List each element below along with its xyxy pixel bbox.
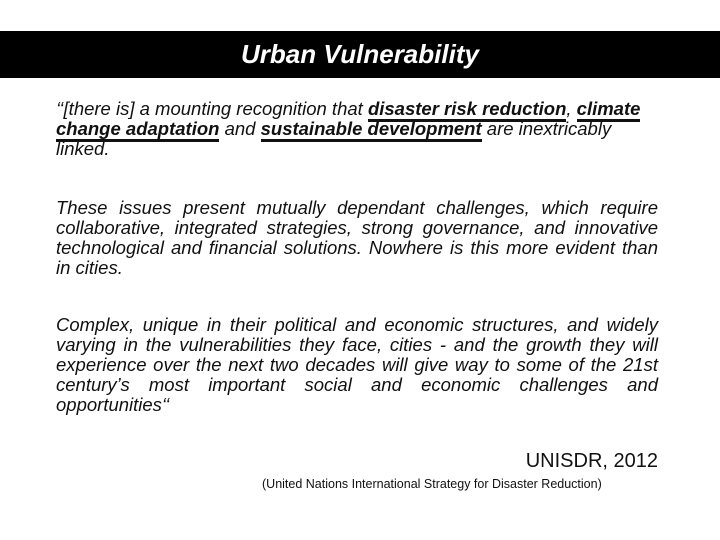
source-full-name: (United Nations International Strategy for Disaster Reduction): [262, 477, 602, 491]
quote-intro: ‘‘[there is] a mounting recognition that: [56, 98, 368, 119]
slide-title: Urban Vulnerability: [0, 31, 720, 78]
quote-paragraph-1: [56, 99, 658, 159]
quote-separator-1: ,: [566, 98, 577, 119]
quote-paragraph-2: These issues present mutually dependant challenges, which require collaborative, integrated strategies, strong governance, and innovative technological and financial solutions. Nowhere is this more evident than in cities.: [56, 197, 658, 278]
quote-outro: are inextricably linked.: [56, 118, 612, 159]
quote-paragraph-3: Complex, unique in their political and economic structures, and widely varying in the vulnerabilities they face, cities - and the growth they will experience over the next two decades will give way to some of the 21st century’s most important social and economic challenges and opportunities‘‘: [56, 314, 658, 415]
term-sustainable-development: sustainable development: [261, 118, 482, 142]
source-citation: UNISDR, 2012: [525, 450, 658, 472]
quote-separator-2: and: [219, 118, 261, 139]
term-climate-change-adaptation: climate change adaptation: [56, 98, 640, 142]
term-disaster-risk-reduction: disaster risk reduction: [368, 98, 566, 122]
